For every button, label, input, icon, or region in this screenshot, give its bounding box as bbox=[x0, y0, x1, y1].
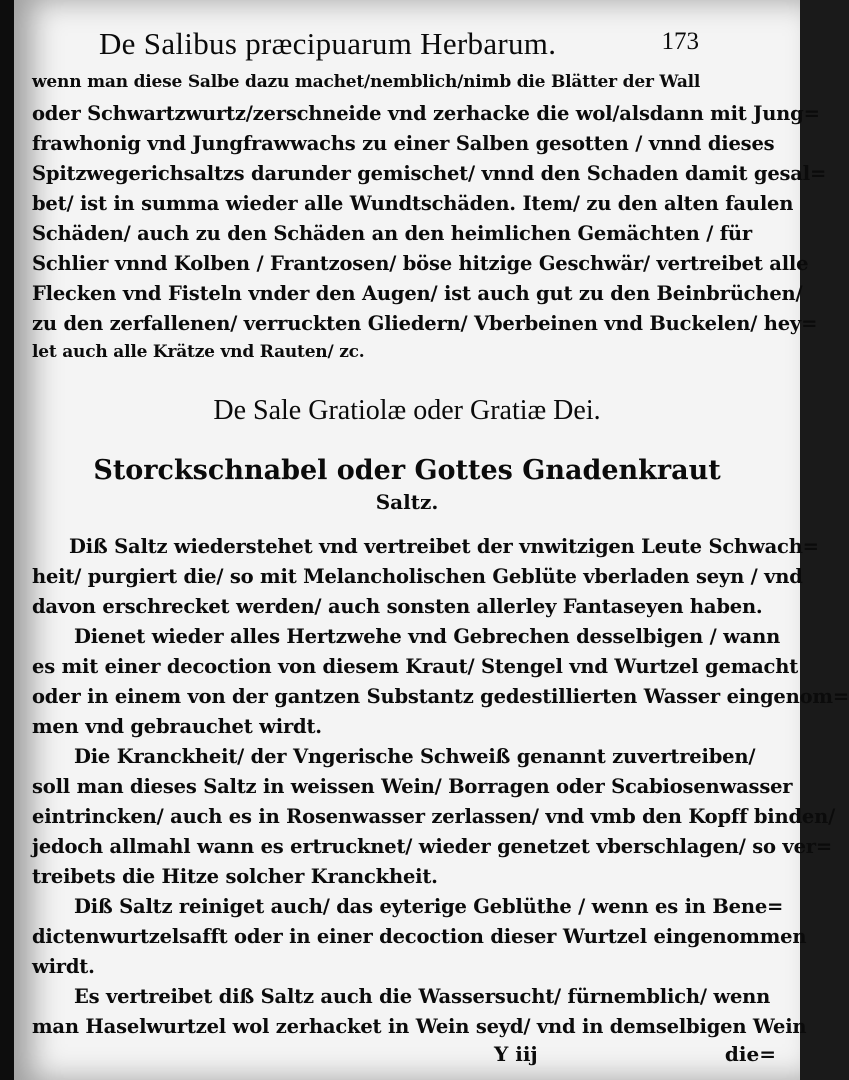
section-heading-german-continued: Saltz. bbox=[375, 490, 439, 514]
text-line: dictenwurtzelsafft oder in einer decoction dieser Wurtzel eingenommen bbox=[32, 925, 807, 948]
text-line: Schäden/ auch zu den Schäden an den heimlichen Gemächten / für bbox=[32, 222, 752, 245]
section-heading-latin: De Sale Gratiolæ oder Gratiæ Dei. bbox=[213, 395, 601, 426]
book-page bbox=[14, 0, 849, 1080]
text-line: eintrincken/ auch es in Rosenwasser zerlassen/ vnd vmb den Kopff binden/ bbox=[32, 805, 836, 828]
signature-mark: Y iij bbox=[494, 1042, 538, 1066]
running-title: De Salibus præcipuarum Herbarum. bbox=[99, 26, 557, 61]
section-heading-german: Storckschnabel oder Gottes Gnadenkraut bbox=[93, 455, 721, 486]
text-line: Diß Saltz reiniget auch/ das eyterige Geblüthe / wenn es in Bene= bbox=[74, 895, 784, 918]
text-line: es mit einer decoction von diesem Kraut/ Stengel vnd Wurtzel gemacht bbox=[32, 655, 799, 678]
text-line: men vnd gebrauchet wirdt. bbox=[32, 715, 322, 738]
text-line: Diß Saltz wiederstehet vnd vertreibet der vnwitzigen Leute Schwach= bbox=[69, 535, 819, 558]
text-line: bet/ ist in summa wieder alle Wundtschäden. Item/ zu den alten faulen bbox=[32, 192, 794, 215]
text-line: Flecken vnd Fisteln vnder den Augen/ ist auch gut zu den Beinbrüchen/ bbox=[32, 282, 803, 305]
text-line: man Haselwurtzel wol zerhacket in Wein seyd/ vnd in demselbigen Wein bbox=[32, 1015, 807, 1038]
text-line: wirdt. bbox=[32, 955, 95, 978]
text-line: jedoch allmahl wann es ertrucknet/ wieder genetzet vberschlagen/ so ver= bbox=[32, 835, 832, 858]
text-line: oder Schwartzwurtz/zerschneide vnd zerhacke die wol/alsdann mit Jung= bbox=[32, 102, 820, 125]
text-line: davon erschrecket werden/ auch sonsten allerley Fantaseyen haben. bbox=[32, 595, 763, 618]
text-line: wenn man diese Salbe dazu machet/nemblich/nimb die Blätter der Wall bbox=[32, 72, 701, 92]
text-line: Es vertreibet diß Saltz auch die Wassersucht/ fürnemblich/ wenn bbox=[74, 985, 771, 1008]
text-line: Schlier vnnd Kolben / Frantzosen/ böse hitzige Geschwär/ vertreibet alle bbox=[32, 252, 809, 275]
text-line: oder in einem von der gantzen Substantz gedestillierten Wasser eingenom= bbox=[32, 685, 849, 708]
text-line: treibets die Hitze solcher Kranckheit. bbox=[32, 865, 438, 888]
catchword: die= bbox=[724, 1042, 776, 1066]
text-line: let auch alle Krätze vnd Rauten/ zc. bbox=[32, 342, 365, 362]
text-line: frawhonig vnd Jungfrawwachs zu einer Salben gesotten / vnnd dieses bbox=[32, 132, 775, 155]
text-line: heit/ purgiert die/ so mit Melancholischen Geblüte vberladen seyn / vnd bbox=[32, 565, 803, 588]
page-header bbox=[99, 26, 699, 66]
text-line: zu den zerfallenen/ verruckten Gliedern/ Vberbeinen vnd Buckelen/ hey= bbox=[32, 312, 818, 335]
text-line: soll man dieses Saltz in weissen Wein/ Borragen oder Scabiosenwasser bbox=[32, 775, 793, 798]
text-line: Die Kranckheit/ der Vngerische Schweiß genannt zuvertreiben/ bbox=[74, 745, 756, 768]
page-number: 173 bbox=[661, 28, 699, 55]
text-line: Dienet wieder alles Hertzwehe vnd Gebrechen desselbigen / wann bbox=[74, 625, 781, 648]
text-line: Spitzwegerichsaltzs darunder gemischet/ vnnd den Schaden damit gesal= bbox=[32, 162, 827, 185]
